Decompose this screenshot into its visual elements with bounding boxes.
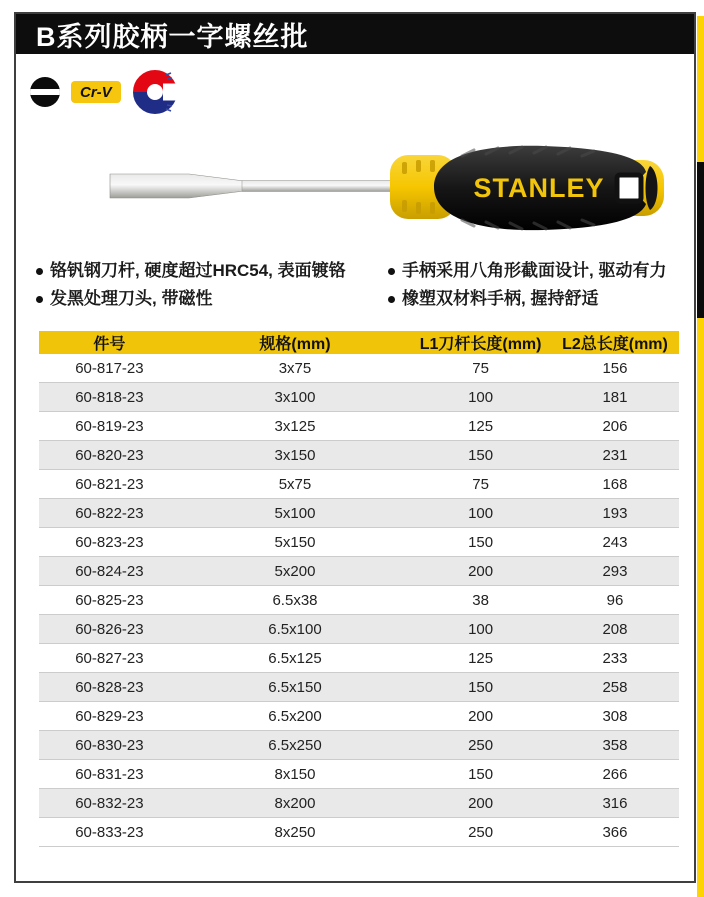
- table-row: [39, 557, 679, 586]
- table-cell: 6.5x150: [268, 678, 322, 696]
- table-cell: 193: [602, 504, 628, 522]
- table-cell: 75: [472, 475, 489, 493]
- table-cell: 3x125: [274, 417, 316, 435]
- table-row: [39, 470, 679, 499]
- table-cell: 60-830-23: [75, 736, 144, 754]
- table-row: [39, 383, 679, 412]
- table-cell: 3x100: [274, 388, 316, 406]
- table-cell: 5x150: [274, 533, 316, 551]
- slotted-tip-icon: [30, 77, 60, 107]
- feature-item: 铬钒钢刀杆, 硬度超过HRC54, 表面镀铬: [34, 257, 386, 285]
- table-cell: 8x250: [274, 823, 316, 841]
- table-cell: 231: [602, 446, 628, 464]
- table-cell: 60-826-23: [75, 620, 144, 638]
- table-cell: 60-831-23: [75, 765, 144, 783]
- feature-list: [34, 257, 684, 313]
- table-cell: 3x150: [274, 446, 316, 464]
- table-cell: 60-825-23: [75, 591, 144, 609]
- table-row: [39, 702, 679, 731]
- table-cell: 308: [602, 707, 628, 725]
- brand-logo-text: STANLEY: [473, 173, 605, 203]
- table-row: [39, 789, 679, 818]
- table-cell: 96: [606, 591, 624, 609]
- table-header-spec: 规格(mm): [259, 336, 331, 353]
- table-row: [39, 615, 679, 644]
- table-cell: 206: [602, 417, 628, 435]
- table-row: [39, 673, 679, 702]
- table-cell: 233: [602, 649, 628, 667]
- feature-list-right: [386, 257, 666, 313]
- table-cell: 6.5x250: [268, 736, 322, 754]
- table-cell: 150: [468, 678, 494, 696]
- table-cell: 3x75: [278, 359, 312, 377]
- table-cell: 258: [602, 678, 628, 696]
- table-cell: 358: [602, 736, 628, 754]
- table-cell: 38: [472, 591, 489, 609]
- table-cell: 8x150: [274, 765, 316, 783]
- table-cell: 150: [468, 765, 494, 783]
- table-cell: 6.5x100: [268, 620, 322, 638]
- table-row: [39, 412, 679, 441]
- crv-badge-label: Cr-V: [80, 83, 112, 101]
- table-row: [39, 760, 679, 789]
- table-cell: 60-819-23: [75, 417, 144, 435]
- table-cell: 60-818-23: [75, 388, 144, 406]
- crv-badge: [71, 81, 121, 103]
- table-cell: 366: [602, 823, 628, 841]
- table-cell: 243: [602, 533, 628, 551]
- screwdriver-blade: [110, 174, 244, 198]
- table-cell: 100: [468, 388, 494, 406]
- table-cell: 200: [468, 562, 494, 580]
- table-cell: 60-833-23: [75, 823, 144, 841]
- table-cell: 181: [602, 388, 628, 406]
- table-cell: 5x100: [274, 504, 316, 522]
- table-row: [39, 354, 679, 383]
- table-cell: 60-817-23: [75, 359, 144, 377]
- table-cell: 150: [468, 446, 494, 464]
- magnet-icon: [132, 69, 180, 115]
- table-cell: 250: [468, 823, 494, 841]
- table-cell: 60-821-23: [75, 475, 144, 493]
- table-body: [39, 354, 679, 847]
- table-cell: 8x200: [274, 794, 316, 812]
- table-cell: 60-829-23: [75, 707, 144, 725]
- table-cell: 200: [468, 707, 494, 725]
- product-image-screwdriver: [94, 132, 674, 250]
- feature-item: 橡塑双材料手柄, 握持舒适: [386, 285, 666, 313]
- table-cell: 60-823-23: [75, 533, 144, 551]
- table-row: [39, 499, 679, 528]
- table-cell: 168: [602, 475, 628, 493]
- table-cell: 100: [468, 504, 494, 522]
- table-cell: 60-832-23: [75, 794, 144, 812]
- table-cell: 316: [602, 794, 628, 812]
- table-row: [39, 731, 679, 760]
- table-cell: 6.5x200: [268, 707, 322, 725]
- table-header-l1-length: L1刀杆长度(mm): [419, 336, 542, 353]
- table-cell: 266: [602, 765, 628, 783]
- table-row: [39, 441, 679, 470]
- table-row: [39, 528, 679, 557]
- table-cell: 60-824-23: [75, 562, 144, 580]
- endcap-hole: [617, 175, 641, 201]
- page-title: B系列胶柄一字螺丝批: [36, 21, 309, 52]
- table-cell: 6.5x38: [272, 591, 318, 609]
- table-row: [39, 644, 679, 673]
- page-edge-strip: [697, 16, 704, 897]
- table-cell: 125: [468, 417, 494, 435]
- content-box: [14, 12, 696, 883]
- spec-table: [39, 331, 679, 847]
- feature-icons-row: [30, 70, 180, 114]
- table-cell: 60-828-23: [75, 678, 144, 696]
- feature-item: 发黑处理刀头, 带磁性: [34, 285, 386, 313]
- table-row: [39, 586, 679, 615]
- feature-list-left: [34, 257, 386, 313]
- table-header-row: [39, 331, 679, 354]
- table-cell: 60-820-23: [75, 446, 144, 464]
- table-row: [39, 818, 679, 847]
- table-cell: 75: [472, 359, 489, 377]
- table-cell: 150: [468, 533, 494, 551]
- page-edge-strip-black-segment: [697, 162, 704, 318]
- table-cell: 60-822-23: [75, 504, 144, 522]
- table-cell: 100: [468, 620, 494, 638]
- table-cell: 60-827-23: [75, 649, 144, 667]
- table-cell: 6.5x125: [268, 649, 322, 667]
- title-bar: [16, 14, 694, 54]
- table-cell: 293: [602, 562, 628, 580]
- table-cell: 125: [468, 649, 494, 667]
- table-cell: 200: [468, 794, 494, 812]
- table-cell: 156: [602, 359, 628, 377]
- table-header-l2-length: L2总长度(mm): [562, 336, 668, 353]
- table-cell: 208: [602, 620, 628, 638]
- table-cell: 5x75: [278, 475, 312, 493]
- table-cell: 5x200: [274, 562, 316, 580]
- table-cell: 250: [468, 736, 494, 754]
- feature-item: 手柄采用八角形截面设计, 驱动有力: [386, 257, 666, 285]
- table-header-part-number: 件号: [93, 336, 126, 353]
